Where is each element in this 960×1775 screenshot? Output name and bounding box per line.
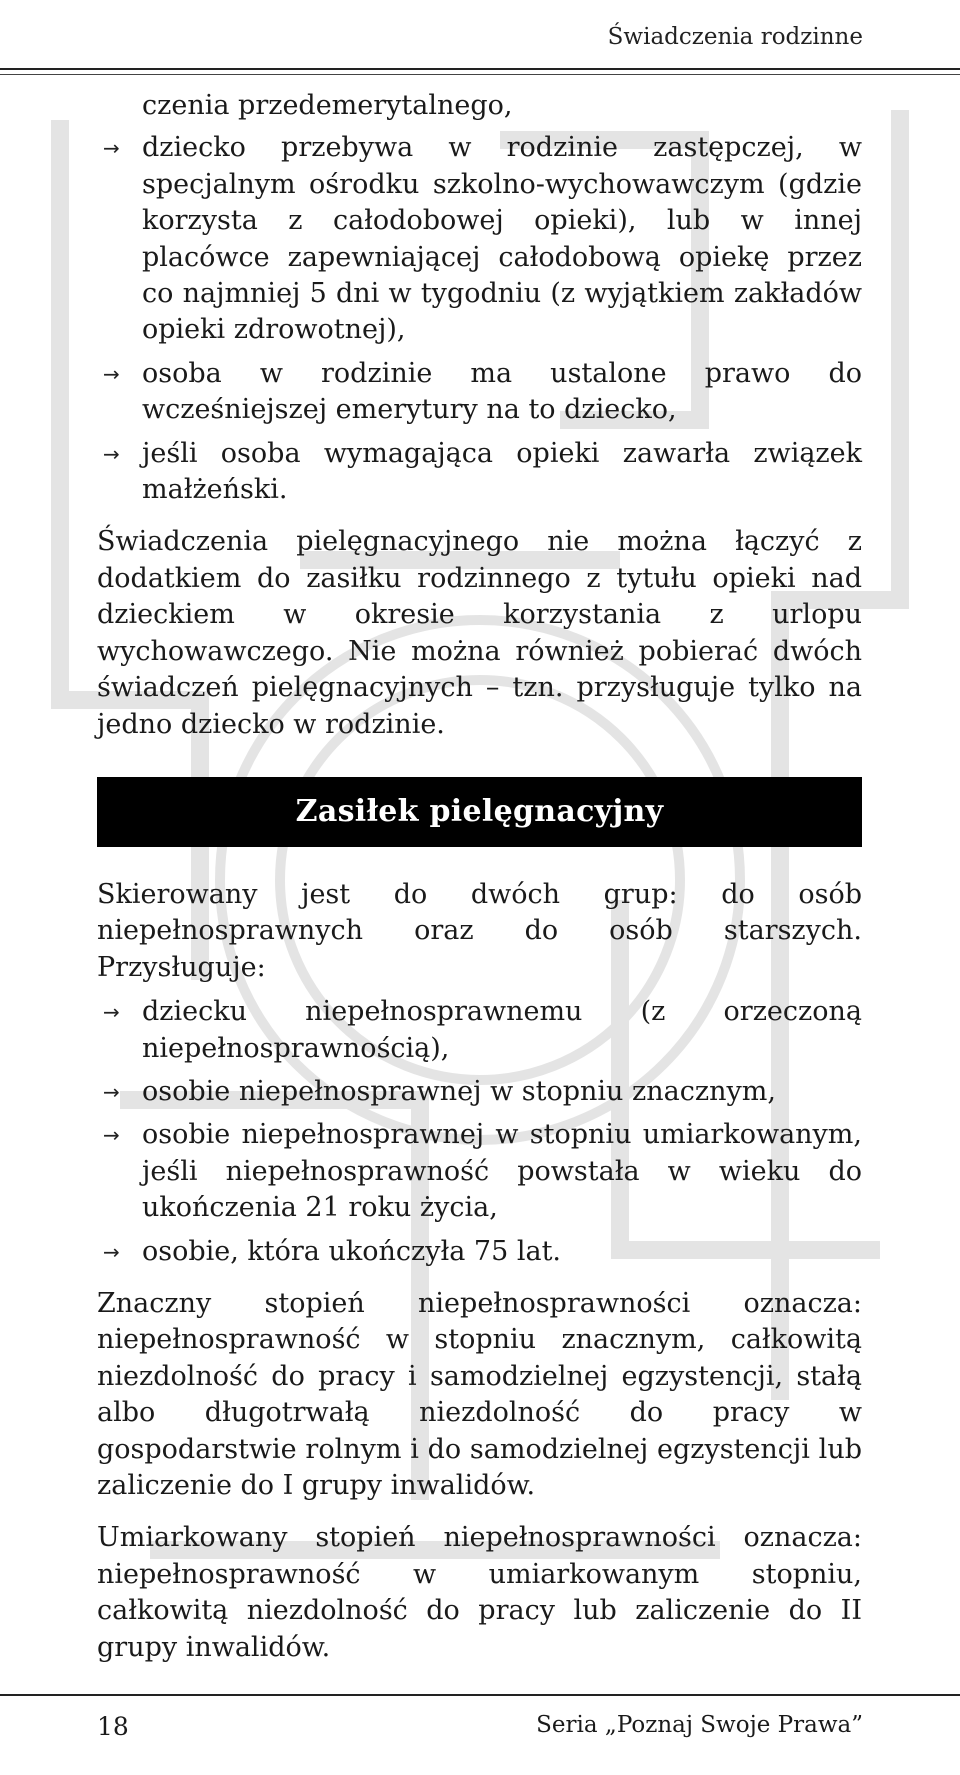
paragraph: Świadczenia pielęgnacyjnego nie można łączyć z dodatkiem do zasiłku rodzinnego z tytułu opieki nad dzieckiem w okresie korzystania z urlopu wychowawczego. Nie można również pobierać dwóch świadczeń pielęgnacyjnych – tzn. przysługuje tylko na jedno dziecko w rodzinie. [97,526,862,740]
section-heading [97,777,862,847]
arrow-right-icon: → [103,1239,120,1264]
list-item [97,1074,862,1110]
list-item-text: dziecku niepełnosprawnemu (z orzeczoną niepełnosprawnością), [142,996,862,1064]
bullet-list-conditions [97,130,862,508]
list-item [97,1117,862,1226]
list-item-text: osoba w rodzinie ma ustalone prawo do wcześniejszej emerytury na to dziecko, [142,357,862,426]
list-item-text: dziecko przebywa w rodzinie zastępczej, w specjalnym ośrodku szkolno-wychowawczym (gdzie korzysta z całodobowej opieki), lub w innej placówce zapewniającej całodobową opiekę przez co najmniej 5 dni w tygodniu (z wyjątkiem zakładów opieki zdrowotnej), [142,132,862,346]
arrow-right-icon: → [103,361,120,386]
paragraph: Umiarkowany stopień niepełnosprawności oznacza: niepełnosprawność w umiarkowanym stopniu, całkowitą niezdolność do pracy lub zaliczenie do II grupy inwalidów. [97,1522,862,1663]
paragraph: Skierowany jest do dwóch grup: do osób niepełnosprawnych oraz do osób starszych. Przysługuje: [97,878,862,983]
list-item [97,1234,862,1270]
list-item [97,436,862,509]
list-item-text: osobie, która ukończyła 75 lat. [142,1235,562,1267]
header-rule [0,68,960,70]
arrow-right-icon: → [103,1079,120,1104]
main-content [97,88,862,1666]
list-item-text: osobie niepełnosprawnej w stopniu umiarkowanym, jeśli niepełnosprawność powstała w wieku do ukończenia 21 roku życia, [142,1119,862,1224]
list-item-text: osobie niepełnosprawnej w stopniu znacznym, [142,1075,776,1107]
list-item [97,356,862,429]
bullet-list-eligibility [97,994,862,1270]
arrow-right-icon: → [103,1123,120,1148]
list-item [97,130,862,348]
page-number: 18 [97,1712,129,1741]
arrow-right-icon: → [103,136,120,161]
header-rule-thin [0,74,960,75]
arrow-right-icon: → [103,441,120,466]
section-heading-text: Zasiłek pielęgnacyjny [295,793,664,829]
paragraph: Znaczny stopień niepełnosprawności oznacza: niepełnosprawność w stopniu znacznym, całkowitą niezdolność do pracy i samodzielnej egzystencji, stałą albo długotrwałą niezdolność do pracy w gospodarstwie rolnym i do samodzielnej egzystencji lub zaliczenie do I grupy inwalidów. [97,1287,862,1501]
footer-rule [0,1694,960,1696]
continuation-line: czenia przedemerytalnego, [142,90,513,121]
list-item [97,994,862,1067]
list-item-text: jeśli osoba wymagająca opieki zawarła związek małżeński. [142,437,862,506]
running-header: Świadczenia rodzinne [607,24,863,50]
series-title: Seria „Poznaj Swoje Prawa” [536,1712,863,1738]
arrow-right-icon: → [103,1000,120,1025]
